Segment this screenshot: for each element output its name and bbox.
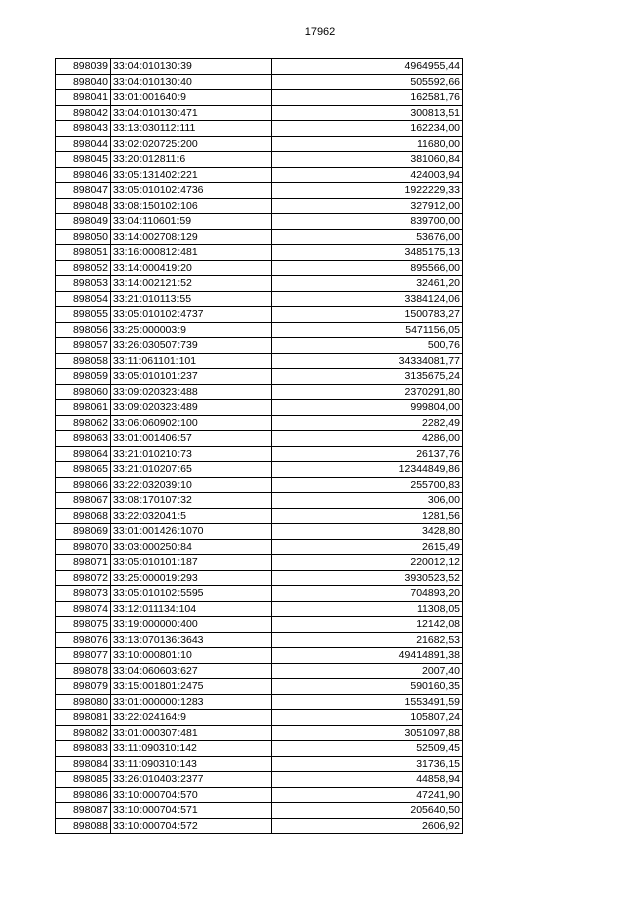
table-row: [56, 446, 463, 462]
value-cell: 47241,90: [272, 787, 463, 803]
row-id-cell: 898078: [56, 663, 111, 679]
cadastral-number-cell: 33:01:000000:1283: [111, 694, 272, 710]
cadastral-number-cell: 33:22:032039:10: [111, 477, 272, 493]
row-id-cell: 898040: [56, 74, 111, 90]
cadastral-number-cell: 33:01:001640:9: [111, 90, 272, 106]
table-row: [56, 322, 463, 338]
row-id-cell: 898085: [56, 772, 111, 788]
table-row: [56, 462, 463, 478]
cadastral-number-cell: 33:01:001426:1070: [111, 524, 272, 540]
table-row: [56, 384, 463, 400]
row-id-cell: 898061: [56, 400, 111, 416]
cadastral-number-cell: 33:14:002121:52: [111, 276, 272, 292]
cadastral-number-cell: 33:26:010403:2377: [111, 772, 272, 788]
value-cell: 999804,00: [272, 400, 463, 416]
cadastral-number-cell: 33:01:001406:57: [111, 431, 272, 447]
cadastral-number-cell: 33:10:000801:10: [111, 648, 272, 664]
value-cell: 162581,76: [272, 90, 463, 106]
table-row: [56, 694, 463, 710]
table-row: [56, 601, 463, 617]
row-id-cell: 898039: [56, 59, 111, 75]
table-row: [56, 570, 463, 586]
row-id-cell: 898071: [56, 555, 111, 571]
value-cell: 1922229,33: [272, 183, 463, 199]
value-cell: 4286,00: [272, 431, 463, 447]
table-row: [56, 508, 463, 524]
value-cell: 3930523,52: [272, 570, 463, 586]
value-cell: 424003,94: [272, 167, 463, 183]
row-id-cell: 898055: [56, 307, 111, 323]
row-id-cell: 898047: [56, 183, 111, 199]
cadastral-number-cell: 33:25:000003:9: [111, 322, 272, 338]
row-id-cell: 898058: [56, 353, 111, 369]
table-row: [56, 710, 463, 726]
value-cell: 5471156,05: [272, 322, 463, 338]
value-cell: 839700,00: [272, 214, 463, 230]
row-id-cell: 898067: [56, 493, 111, 509]
value-cell: 105807,24: [272, 710, 463, 726]
value-cell: 220012,12: [272, 555, 463, 571]
cadastral-number-cell: 33:05:131402:221: [111, 167, 272, 183]
value-cell: 26137,76: [272, 446, 463, 462]
row-id-cell: 898042: [56, 105, 111, 121]
cadastral-number-cell: 33:10:000704:572: [111, 818, 272, 834]
table-row: [56, 818, 463, 834]
cadastral-number-cell: 33:11:090310:143: [111, 756, 272, 772]
cadastral-number-cell: 33:06:060902:100: [111, 415, 272, 431]
row-id-cell: 898087: [56, 803, 111, 819]
row-id-cell: 898073: [56, 586, 111, 602]
cadastral-number-cell: 33:21:010207:65: [111, 462, 272, 478]
cadastral-number-cell: 33:08:150102:106: [111, 198, 272, 214]
cadastral-number-cell: 33:21:010113:55: [111, 291, 272, 307]
table-row: [56, 307, 463, 323]
table-row: [56, 74, 463, 90]
row-id-cell: 898053: [56, 276, 111, 292]
row-id-cell: 898088: [56, 818, 111, 834]
value-cell: 21682,53: [272, 632, 463, 648]
row-id-cell: 898077: [56, 648, 111, 664]
cadastral-number-cell: 33:04:010130:39: [111, 59, 272, 75]
value-cell: 381060,84: [272, 152, 463, 168]
row-id-cell: 898080: [56, 694, 111, 710]
value-cell: 1500783,27: [272, 307, 463, 323]
table-row: [56, 152, 463, 168]
value-cell: 53676,00: [272, 229, 463, 245]
row-id-cell: 898086: [56, 787, 111, 803]
value-cell: 590160,35: [272, 679, 463, 695]
row-id-cell: 898050: [56, 229, 111, 245]
cadastral-number-cell: 33:09:020323:488: [111, 384, 272, 400]
table-row: [56, 632, 463, 648]
cadastral-number-cell: 33:04:010130:471: [111, 105, 272, 121]
table-row: [56, 787, 463, 803]
row-id-cell: 898063: [56, 431, 111, 447]
cadastral-number-cell: 33:11:090310:142: [111, 741, 272, 757]
row-id-cell: 898043: [56, 121, 111, 137]
table-row: [56, 90, 463, 106]
cadastral-number-cell: 33:25:000019:293: [111, 570, 272, 586]
value-cell: 44858,94: [272, 772, 463, 788]
cadastral-number-cell: 33:01:000307:481: [111, 725, 272, 741]
table-row: [56, 648, 463, 664]
cadastral-number-cell: 33:04:110601:59: [111, 214, 272, 230]
row-id-cell: 898049: [56, 214, 111, 230]
cadastral-number-cell: 33:26:030507:739: [111, 338, 272, 354]
row-id-cell: 898057: [56, 338, 111, 354]
cadastral-number-cell: 33:05:010102:4737: [111, 307, 272, 323]
row-id-cell: 898075: [56, 617, 111, 633]
row-id-cell: 898054: [56, 291, 111, 307]
value-cell: 2370291,80: [272, 384, 463, 400]
row-id-cell: 898069: [56, 524, 111, 540]
row-id-cell: 898081: [56, 710, 111, 726]
cadastral-number-cell: 33:22:024164:9: [111, 710, 272, 726]
cadastral-number-cell: 33:10:000704:570: [111, 787, 272, 803]
table-row: [56, 183, 463, 199]
value-cell: 205640,50: [272, 803, 463, 819]
table-row: [56, 105, 463, 121]
cadastral-number-cell: 33:08:170107:32: [111, 493, 272, 509]
row-id-cell: 898060: [56, 384, 111, 400]
table-row: [56, 555, 463, 571]
row-id-cell: 898046: [56, 167, 111, 183]
value-cell: 1281,56: [272, 508, 463, 524]
value-cell: 3384124,06: [272, 291, 463, 307]
cadastral-number-cell: 33:14:000419:20: [111, 260, 272, 276]
table-row: [56, 260, 463, 276]
value-cell: 49414891,38: [272, 648, 463, 664]
table-row: [56, 772, 463, 788]
table-row: [56, 276, 463, 292]
value-cell: 12344849,86: [272, 462, 463, 478]
value-cell: 2606,92: [272, 818, 463, 834]
value-cell: 2615,49: [272, 539, 463, 555]
value-cell: 162234,00: [272, 121, 463, 137]
row-id-cell: 898041: [56, 90, 111, 106]
cadastral-number-cell: 33:20:012811:6: [111, 152, 272, 168]
value-cell: 4964955,44: [272, 59, 463, 75]
row-id-cell: 898070: [56, 539, 111, 555]
value-cell: 52509,45: [272, 741, 463, 757]
table-body: [56, 59, 463, 834]
cadastral-number-cell: 33:09:020323:489: [111, 400, 272, 416]
row-id-cell: 898065: [56, 462, 111, 478]
cadastral-number-cell: 33:12:011134:104: [111, 601, 272, 617]
table-row: [56, 338, 463, 354]
cadastral-number-cell: 33:10:000704:571: [111, 803, 272, 819]
value-cell: 500,76: [272, 338, 463, 354]
row-id-cell: 898062: [56, 415, 111, 431]
table-row: [56, 679, 463, 695]
value-cell: 3428,80: [272, 524, 463, 540]
table-row: [56, 524, 463, 540]
table-row: [56, 741, 463, 757]
table-row: [56, 214, 463, 230]
row-id-cell: 898045: [56, 152, 111, 168]
row-id-cell: 898052: [56, 260, 111, 276]
value-cell: 3135675,24: [272, 369, 463, 385]
cadastral-number-cell: 33:21:010210:73: [111, 446, 272, 462]
cadastral-number-cell: 33:04:010130:40: [111, 74, 272, 90]
value-cell: 505592,66: [272, 74, 463, 90]
table-row: [56, 586, 463, 602]
row-id-cell: 898072: [56, 570, 111, 586]
cadastral-number-cell: 33:03:000250:84: [111, 539, 272, 555]
table-row: [56, 431, 463, 447]
row-id-cell: 898084: [56, 756, 111, 772]
table-row: [56, 291, 463, 307]
cadastral-number-cell: 33:04:060603:627: [111, 663, 272, 679]
table-row: [56, 756, 463, 772]
value-cell: 3485175,13: [272, 245, 463, 261]
table-row: [56, 121, 463, 137]
cadastral-number-cell: 33:13:070136:3643: [111, 632, 272, 648]
cadastral-number-cell: 33:15:001801:2475: [111, 679, 272, 695]
table-row: [56, 167, 463, 183]
value-cell: 12142,08: [272, 617, 463, 633]
value-cell: 34334081,77: [272, 353, 463, 369]
table-row: [56, 229, 463, 245]
value-cell: 306,00: [272, 493, 463, 509]
cadastral-number-cell: 33:05:010101:237: [111, 369, 272, 385]
cadastral-number-cell: 33:05:010102:4736: [111, 183, 272, 199]
row-id-cell: 898051: [56, 245, 111, 261]
value-cell: 300813,51: [272, 105, 463, 121]
table-row: [56, 493, 463, 509]
row-id-cell: 898048: [56, 198, 111, 214]
row-id-cell: 898083: [56, 741, 111, 757]
table-row: [56, 803, 463, 819]
value-cell: 2007,40: [272, 663, 463, 679]
cadastral-number-cell: 33:11:061101:101: [111, 353, 272, 369]
table-row: [56, 415, 463, 431]
table-row: [56, 539, 463, 555]
table-row: [56, 617, 463, 633]
value-cell: 1553491,59: [272, 694, 463, 710]
data-table: [55, 58, 463, 834]
row-id-cell: 898068: [56, 508, 111, 524]
table-row: [56, 245, 463, 261]
cadastral-number-cell: 33:22:032041:5: [111, 508, 272, 524]
table-row: [56, 400, 463, 416]
page-number: 17962: [304, 26, 336, 38]
row-id-cell: 898064: [56, 446, 111, 462]
cadastral-number-cell: 33:05:010101:187: [111, 555, 272, 571]
table-row: [56, 136, 463, 152]
value-cell: 32461,20: [272, 276, 463, 292]
table-row: [56, 59, 463, 75]
cadastral-number-cell: 33:14:002708:129: [111, 229, 272, 245]
cadastral-number-cell: 33:16:000812:481: [111, 245, 272, 261]
cadastral-number-cell: 33:05:010102:5595: [111, 586, 272, 602]
row-id-cell: 898066: [56, 477, 111, 493]
row-id-cell: 898076: [56, 632, 111, 648]
table-row: [56, 369, 463, 385]
row-id-cell: 898079: [56, 679, 111, 695]
value-cell: 895566,00: [272, 260, 463, 276]
table-row: [56, 477, 463, 493]
table-row: [56, 663, 463, 679]
cadastral-number-cell: 33:13:030112:111: [111, 121, 272, 137]
value-cell: 31736,15: [272, 756, 463, 772]
row-id-cell: 898044: [56, 136, 111, 152]
value-cell: 2282,49: [272, 415, 463, 431]
row-id-cell: 898059: [56, 369, 111, 385]
value-cell: 11680,00: [272, 136, 463, 152]
row-id-cell: 898056: [56, 322, 111, 338]
value-cell: 11308,05: [272, 601, 463, 617]
row-id-cell: 898074: [56, 601, 111, 617]
cadastral-number-cell: 33:19:000000:400: [111, 617, 272, 633]
table-row: [56, 725, 463, 741]
table-row: [56, 198, 463, 214]
table-row: [56, 353, 463, 369]
value-cell: 704893,20: [272, 586, 463, 602]
value-cell: 327912,00: [272, 198, 463, 214]
row-id-cell: 898082: [56, 725, 111, 741]
value-cell: 255700,83: [272, 477, 463, 493]
cadastral-number-cell: 33:02:020725:200: [111, 136, 272, 152]
value-cell: 3051097,88: [272, 725, 463, 741]
